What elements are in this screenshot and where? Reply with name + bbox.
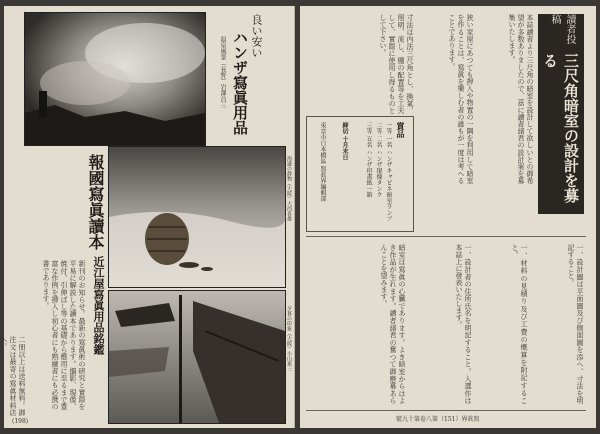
ad-company: 近江屋寫眞用品銘鑑 [92, 256, 105, 355]
left-page-number: (198) [12, 418, 29, 425]
article-title-band [538, 14, 584, 214]
photo3-caption: 夕暮の印象（大阪）小山素三 [286, 306, 292, 371]
right-page [300, 6, 596, 428]
headline-line1: 良い安い [250, 14, 263, 58]
article-body-col3: 寸法は内法三尺角とし、換氣、照明、流し、棚の配置等を工夫して、實際に使用し得るものとして下さい。 [379, 14, 414, 114]
address: 東京市日本橋區 寫眞界編輯部 [319, 122, 326, 202]
photo-seaside-still-life [108, 146, 286, 288]
article-title-line2: 三尺角暗室の設計を募る [541, 53, 580, 204]
prize-label: 賞品 [396, 122, 406, 138]
prize-1: 一等 一名 ハンザキャビネ暗室ランプ [385, 122, 392, 222]
photo-evening-boats [108, 290, 286, 424]
lower-col2: 一、材料の見積り及び工費の概算を附記すること。 [511, 244, 528, 404]
lower-col1: 一、設計圖は平面圖及び側面圖を添へ、寸法を明記すること。 [567, 244, 584, 404]
lower-col4: 暗室は寫眞の心臟であります。よき暗室からはよき作品が生れます。讀者諸君の奮つて御應募あらんことを望みます。 [380, 244, 406, 404]
article-body-col1: 本誌讀者より三尺角の暗室を設計して欲しいとの御希望が多数ありましたので、茲に讀者諸君の設計案を募集いたします。 [508, 14, 534, 184]
footer-rule [306, 410, 586, 411]
deadline: 締切 十月末日 [341, 122, 348, 161]
lower-col3: 一、設計者の住所氏名を明記すること。入選作は本誌上に發表いたします。 [455, 244, 472, 404]
right-page-footer: 號九十第卷八第（151）界眞寫 [396, 416, 480, 423]
photo2-caption: 海邊の静物（大阪）大西喜雄 [286, 156, 292, 221]
article-title-line1: 讀者投稿 [549, 14, 575, 44]
prize-3: 三等 五名 ハンザ印畫紙一箱 [365, 122, 372, 198]
ad-body-text-2: 二冊以上は送料無料。御注文は最寄の寫眞材料店へ。 [0, 336, 26, 416]
photo1-caption: 温泉風景（長野）岩澤昌三 [219, 36, 226, 108]
left-page [0, 6, 295, 428]
prize-2: 二等 二名 ハンザ現像タンク [375, 122, 382, 198]
ad-title: 報國寫眞讀本 [86, 154, 105, 250]
headline-line2: ハンザ寫眞用品 [231, 30, 249, 135]
section-divider [306, 236, 586, 237]
photo-hot-spring-landscape [24, 12, 206, 146]
ad-body-text: 新刊のお知らせ。最新の寫眞術の研究と實際を平易に解説した讀本であります。撮影、現像、焼付、引伸ばし等の基礎から應用に至るまで豊富な作例を挿入し初心者にも熟練者にも必携の書であります。 [42, 260, 86, 410]
article-body-col2: 狭い家屋にあつても押入や物置の一隅を利用して暗室を作ることは、寫眞を樂しむ者の誰もが一度は考へることであります。 [448, 14, 474, 184]
